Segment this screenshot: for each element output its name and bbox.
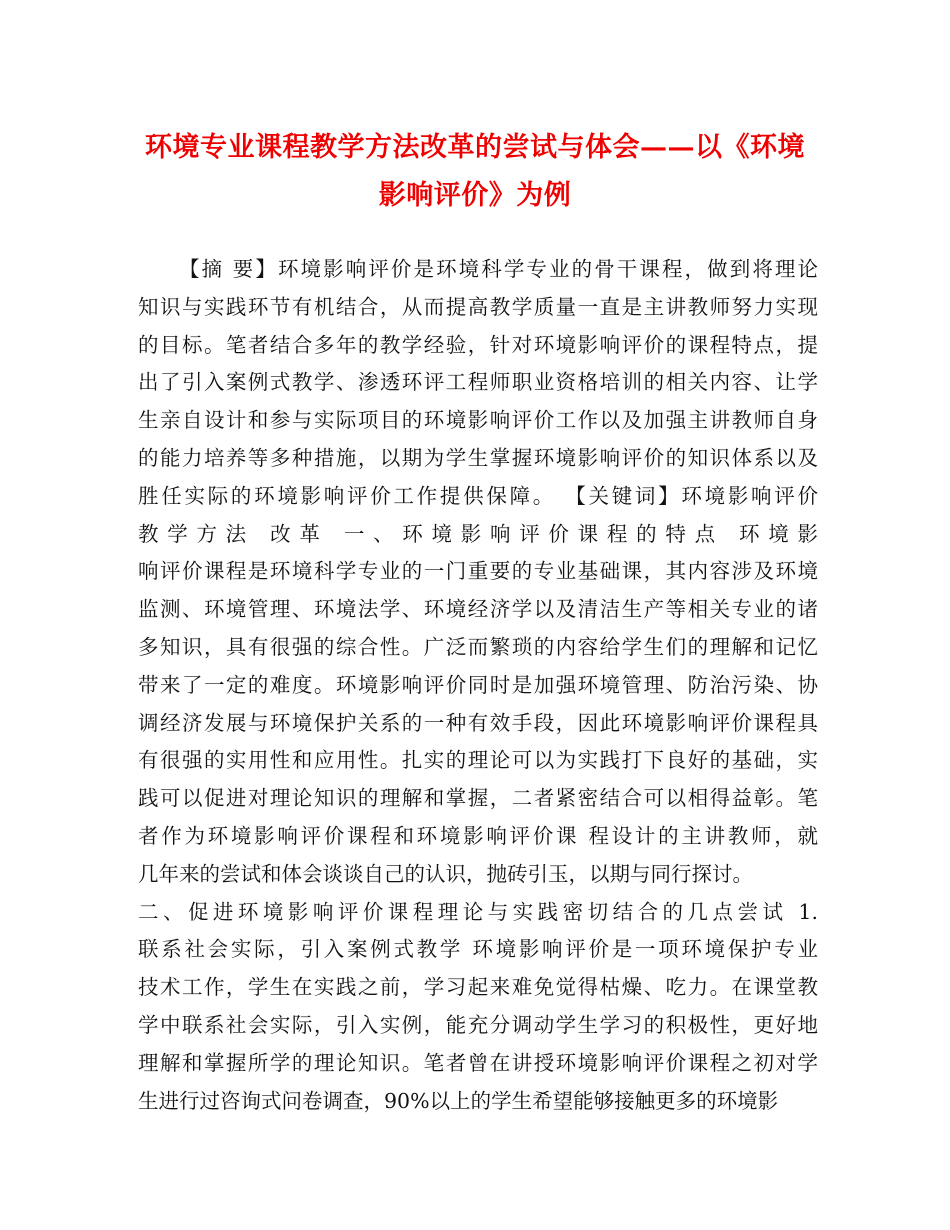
- body-line: 教学方法 改革 一、环境影响评价课程的特点 环境影: [138, 521, 818, 546]
- title-line-1: 环境专业课程教学方法改革的尝试与体会——以《环境: [145, 132, 805, 163]
- body-line: 的能力培养等多种措施，以期为学生掌握环境影响评价的知识体系以及: [138, 446, 818, 470]
- body-line: 出了引入案例式教学、渗透环评工程师职业资格培训的相关内容、让学: [138, 370, 818, 395]
- body-line: 生亲自设计和参与实际项目的环境影响评价工作以及加强主讲教师自身: [138, 408, 818, 433]
- body-line: 知识与实践环节有机结合，从而提高教学质量一直是主讲教师努力实现: [138, 294, 818, 319]
- title-line-2: 影响评价》为例: [378, 180, 572, 211]
- body-line: 调经济发展与环境保护关系的一种有效手段，因此环境影响评价课程具: [138, 710, 818, 735]
- body-line: 【摘 要】环境影响评价是环境科学专业的骨干课程，做到将理论: [179, 257, 818, 281]
- body-line: 二、促进环境影响评价课程理论与实践密切结合的几点尝试 1.: [138, 899, 818, 924]
- body-line: 技术工作，学生在实践之前，学习起来难免觉得枯燥、吃力。在课堂教: [138, 975, 818, 1000]
- body-line: 者作为环境影响评价课程和环境影响评价课 程设计的主讲教师，就: [138, 824, 818, 848]
- body-line: 带来了一定的难度。环境影响评价同时是加强环境管理、防治污染、协: [138, 672, 818, 697]
- body-line: 学中联系社会实际，引入实例，能充分调动学生学习的积极性，更好地: [138, 1013, 818, 1037]
- body-line: 理解和掌握所学的理论知识。笔者曾在讲授环境影响评价课程之初对学: [138, 1050, 818, 1075]
- body-line: 多知识，具有很强的综合性。广泛而繁琐的内容给学生们的理解和记忆: [138, 635, 818, 659]
- document-title: [0, 124, 950, 220]
- body-line: 胜任实际的环境影响评价工作提供保障。 【关键词】环境影响评价: [138, 483, 818, 508]
- body-line: 响评价课程是环境科学专业的一门重要的专业基础课，其内容涉及环境: [138, 559, 818, 584]
- body-line: 监测、环境管理、环境法学、环境经济学以及清洁生产等相关专业的诸: [138, 597, 818, 622]
- body-line: 的目标。笔者结合多年的教学经验，针对环境影响评价的课程特点，提: [138, 332, 818, 357]
- body-line: 践可以促进对理论知识的理解和掌握，二者紧密结合可以相得益彰。笔: [138, 786, 818, 811]
- body-line: 联系社会实际，引入案例式教学 环境影响评价是一项环境保护专业: [138, 937, 818, 962]
- body-line: 生进行过咨询式问卷调查，90%以上的学生希望能够接触更多的环境影: [138, 1088, 779, 1113]
- body-line: 有很强的实用性和应用性。扎实的理论可以为实践打下良好的基础，实: [138, 748, 818, 773]
- body-line: 几年来的尝试和体会谈谈自己的认识，抛砖引玉，以期与同行探讨。: [138, 861, 753, 886]
